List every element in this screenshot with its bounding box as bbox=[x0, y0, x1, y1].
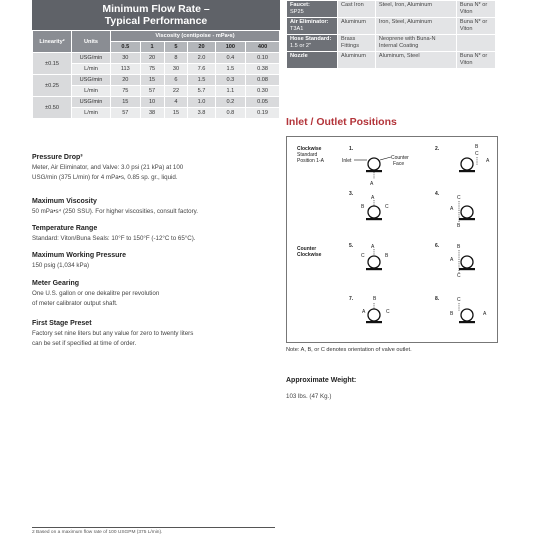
table-row bbox=[287, 35, 496, 52]
material-label: Hose Standard: 1.5 or 2" bbox=[287, 35, 338, 52]
left-column bbox=[32, 0, 280, 119]
value-cell: 10 bbox=[140, 97, 164, 108]
value-cell: 1.5 bbox=[215, 64, 246, 75]
visc-col: 0.5 bbox=[111, 42, 141, 53]
value-cell: 0.4 bbox=[215, 53, 246, 64]
material-cell: Aluminum bbox=[338, 52, 376, 69]
position-number: 2. bbox=[435, 146, 440, 152]
position-1a-label: Position 1-A bbox=[297, 158, 324, 164]
spec-text: 150 psig (1,034 kPa) bbox=[32, 262, 90, 269]
material-cell: Buna N* or Viton bbox=[456, 18, 495, 35]
value-cell: 4 bbox=[164, 97, 188, 108]
label-c: C bbox=[385, 204, 389, 210]
value-cell: 0.3 bbox=[215, 75, 246, 86]
spec-heading: Maximum Working Pressure bbox=[32, 252, 127, 259]
value-cell: 0.19 bbox=[246, 108, 280, 119]
label-c: C bbox=[457, 195, 461, 201]
label-c: C bbox=[457, 297, 461, 303]
unit-cell: USG/min bbox=[72, 75, 111, 86]
meter-icon bbox=[459, 206, 475, 220]
label-c: C bbox=[361, 253, 365, 259]
table-row bbox=[287, 1, 496, 18]
spec-heading: Meter Gearing bbox=[32, 280, 80, 287]
table-row bbox=[287, 18, 496, 35]
face-label: Face bbox=[393, 161, 405, 167]
material-label: Nozzle bbox=[287, 52, 338, 69]
materials-table bbox=[286, 0, 496, 69]
table-row bbox=[287, 52, 496, 69]
value-cell: 20 bbox=[140, 53, 164, 64]
value-cell: 15 bbox=[111, 97, 141, 108]
clockwise-label: Clockwise bbox=[297, 146, 322, 152]
spec-text: Factory set nine liters but any value for zero to twenty liters can be set if specified at time of order. bbox=[32, 330, 194, 347]
value-cell: 2.0 bbox=[188, 53, 215, 64]
label-a: A bbox=[483, 311, 487, 317]
value-cell: 5.7 bbox=[188, 86, 215, 97]
value-cell: 75 bbox=[111, 86, 141, 97]
counter-clockwise-label: Counter bbox=[297, 246, 317, 252]
material-cell: Buna N* or Viton bbox=[456, 52, 495, 69]
value-cell: 3.8 bbox=[188, 108, 215, 119]
unit-cell: USG/min bbox=[72, 53, 111, 64]
document-page bbox=[24, 0, 516, 540]
material-cell: Aluminum bbox=[338, 18, 376, 35]
right-column bbox=[286, 0, 496, 400]
footnote-divider bbox=[32, 527, 275, 528]
value-cell: 57 bbox=[140, 86, 164, 97]
visc-col: 100 bbox=[215, 42, 246, 53]
counter-clockwise-label: Clockwise bbox=[297, 252, 322, 258]
material-cell: Brass Fittings bbox=[338, 35, 376, 52]
valve-note: Note: A, B, or C denotes orientation of valve outlet. bbox=[286, 347, 412, 353]
weight-heading: Approximate Weight: bbox=[286, 377, 357, 384]
meter-icon bbox=[366, 206, 382, 220]
flow-rate-table bbox=[32, 30, 280, 119]
value-cell: 0.38 bbox=[246, 64, 280, 75]
value-cell: 30 bbox=[111, 53, 141, 64]
label-b: B bbox=[361, 204, 365, 210]
position-number: 5. bbox=[349, 243, 354, 249]
spec-heading: First Stage Preset bbox=[32, 320, 92, 327]
label-b: B bbox=[450, 311, 454, 317]
visc-col: 5 bbox=[164, 42, 188, 53]
unit-cell: L/min bbox=[72, 108, 111, 119]
spec-first-stage-preset bbox=[32, 320, 280, 348]
value-cell: 0.8 bbox=[215, 108, 246, 119]
viscosity-header: Viscosity (centipoise - mPa•s) bbox=[111, 31, 280, 42]
value-cell: 38 bbox=[140, 108, 164, 119]
material-cell: Cast Iron bbox=[338, 1, 376, 18]
linearity-cell: ±0.50 bbox=[33, 97, 72, 119]
label-c: C bbox=[386, 309, 390, 315]
position-number: 6. bbox=[435, 243, 440, 249]
spec-text: 50 mPa•s⁴ (250 SSU). For higher viscosities, consult factory. bbox=[32, 208, 198, 215]
value-cell: 1.5 bbox=[188, 75, 215, 86]
material-cell: Neoprene with Buna-N Internal Coating bbox=[375, 35, 456, 52]
value-cell: 15 bbox=[140, 75, 164, 86]
visc-col: 20 bbox=[188, 42, 215, 53]
value-cell: 113 bbox=[111, 64, 141, 75]
table-row bbox=[33, 97, 280, 108]
label-a: A bbox=[370, 181, 374, 187]
value-cell: 20 bbox=[111, 75, 141, 86]
value-cell: 6 bbox=[164, 75, 188, 86]
label-a: A bbox=[450, 257, 454, 263]
label-b: B bbox=[475, 144, 479, 150]
value-cell: 75 bbox=[140, 64, 164, 75]
value-cell: 57 bbox=[111, 108, 141, 119]
weight-value: 103 lbs. (47 Kg.) bbox=[286, 393, 332, 400]
linearity-cell: ±0.15 bbox=[33, 53, 72, 75]
counter-label: Counter bbox=[391, 155, 409, 161]
label-b: B bbox=[373, 296, 377, 302]
spec-heading: Maximum Viscosity bbox=[32, 198, 97, 205]
value-cell: 1.1 bbox=[215, 86, 246, 97]
label-c: C bbox=[475, 151, 479, 157]
table-row bbox=[33, 53, 280, 64]
table-row bbox=[33, 75, 280, 86]
standard-label: Standard bbox=[297, 152, 318, 158]
value-cell: 0.08 bbox=[246, 75, 280, 86]
value-cell: 0.2 bbox=[215, 97, 246, 108]
spec-meter-gearing bbox=[32, 280, 280, 308]
position-number: 4. bbox=[435, 191, 440, 197]
leader-line bbox=[380, 157, 391, 160]
label-a: A bbox=[362, 309, 366, 315]
spec-text: Standard: Viton/Buna Seals: 10°F to 150°F (-12°C to 65°C). bbox=[32, 235, 196, 242]
material-cell: Buna N* or Viton bbox=[456, 1, 495, 18]
value-cell: 0.10 bbox=[246, 53, 280, 64]
material-label: Air Eliminator: T3A1 bbox=[287, 18, 338, 35]
positions-svg bbox=[287, 137, 497, 342]
spec-text: One U.S. gallon or one dekalitre per revolution of meter calibrator output shaft. bbox=[32, 290, 160, 307]
material-cell: Aluminum, Steel bbox=[375, 52, 456, 69]
label-a: A bbox=[450, 206, 454, 212]
flow-table-title bbox=[32, 0, 280, 30]
spec-max-pressure bbox=[32, 252, 280, 271]
material-cell: Steel, Iron, Aluminum bbox=[375, 1, 456, 18]
label-c: C bbox=[457, 273, 461, 279]
unit-cell: L/min bbox=[72, 64, 111, 75]
meter-icon bbox=[459, 158, 475, 172]
meter-icon bbox=[459, 309, 475, 323]
spec-text: Meter, Air Eliminator, and Valve: 3.0 psi (21 kPa) at 100 USG/min (375 L/min) for 4 mPa•s, 0.85 sp. gr., liquid. bbox=[32, 164, 184, 181]
flow-title-line-2: Typical Performance bbox=[104, 15, 208, 27]
visc-col: 1 bbox=[140, 42, 164, 53]
position-number: 3. bbox=[349, 191, 354, 197]
visc-col: 400 bbox=[246, 42, 280, 53]
meter-icon bbox=[366, 158, 382, 172]
label-a: A bbox=[486, 158, 490, 164]
linearity-header: Linearity² bbox=[33, 31, 72, 53]
value-cell: 7.6 bbox=[188, 64, 215, 75]
label-a: A bbox=[371, 195, 375, 201]
spec-max-viscosity bbox=[32, 198, 280, 217]
material-cell bbox=[456, 35, 495, 52]
spec-pressure-drop bbox=[32, 154, 280, 182]
position-number: 8. bbox=[435, 296, 440, 302]
positions-title: Inlet / Outlet Positions bbox=[286, 116, 397, 128]
inlet-label: Inlet bbox=[342, 158, 352, 164]
units-header: Units bbox=[72, 31, 111, 53]
spec-heading: Pressure Drop³ bbox=[32, 154, 83, 161]
value-cell: 0.05 bbox=[246, 97, 280, 108]
unit-cell: L/min bbox=[72, 86, 111, 97]
value-cell: 22 bbox=[164, 86, 188, 97]
spec-heading: Temperature Range bbox=[32, 225, 98, 232]
label-b: B bbox=[457, 223, 461, 229]
footnote: 2 Based on a maximum flow rate of 100 USGPM (375 L/min). bbox=[32, 530, 163, 535]
material-label: Faucet: SP25 bbox=[287, 1, 338, 18]
spec-temperature-range bbox=[32, 225, 280, 244]
position-number: 7. bbox=[349, 296, 354, 302]
positions-diagram bbox=[286, 136, 498, 343]
label-b: B bbox=[457, 244, 461, 250]
meter-icon bbox=[459, 256, 475, 270]
value-cell: 1.0 bbox=[188, 97, 215, 108]
meter-icon bbox=[366, 256, 382, 270]
value-cell: 15 bbox=[164, 108, 188, 119]
material-cell: Iron, Steel, Aluminum bbox=[375, 18, 456, 35]
value-cell: 30 bbox=[164, 64, 188, 75]
value-cell: 0.30 bbox=[246, 86, 280, 97]
label-a: A bbox=[371, 244, 375, 250]
meter-icon bbox=[366, 309, 382, 323]
linearity-cell: ±0.25 bbox=[33, 75, 72, 97]
unit-cell: USG/min bbox=[72, 97, 111, 108]
value-cell: 8 bbox=[164, 53, 188, 64]
label-b: B bbox=[385, 253, 389, 259]
flow-title-line-1: Minimum Flow Rate – bbox=[102, 3, 210, 15]
position-number: 1. bbox=[349, 146, 354, 152]
